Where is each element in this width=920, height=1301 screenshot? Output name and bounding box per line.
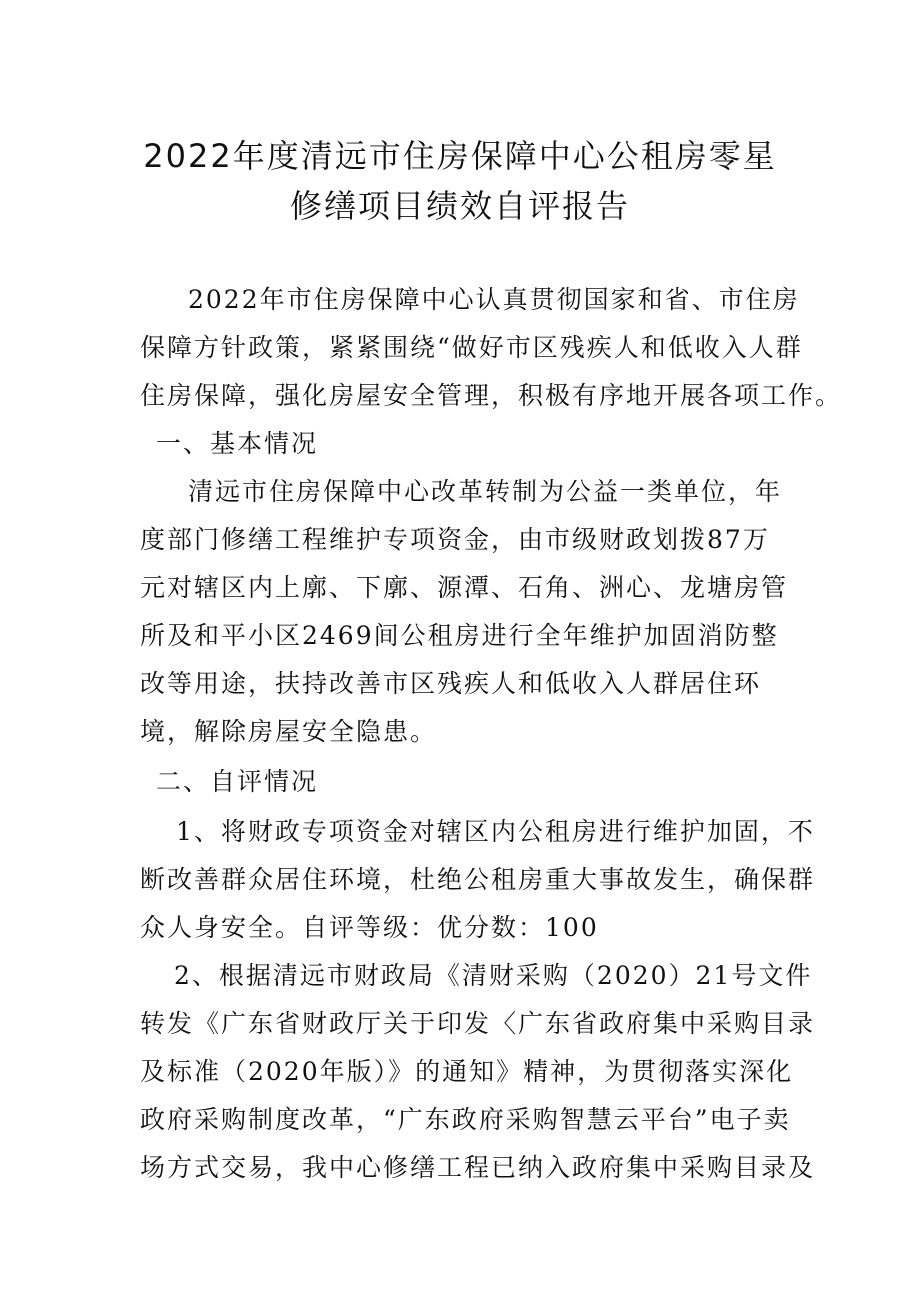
section2-item2-line: 及标准（2020年版）》的通知》精神，为贯彻落实深化 — [140, 1057, 794, 1086]
section1-line: 所及和平小区2469间公租房进行全年维护加固消防整 — [140, 621, 779, 650]
section-heading-self-evaluation: 二、自评情况 — [156, 767, 319, 796]
section2-item2-line: 2、根据清远市财政局《清财采购（2020）21号文件 — [174, 961, 813, 990]
section2-item1-line: 众人身安全。自评等级：优分数：100 — [140, 913, 599, 942]
document-title-line-2: 修缮项目绩效自评报告 — [289, 187, 630, 225]
section2-item2-line: 转发《广东省财政厅关于印发〈广东省政府集中采购目录 — [140, 1009, 816, 1038]
intro-line: 保障方针政策，紧紧围绕“做好市区残疾人和低收入人群 — [140, 333, 803, 362]
section1-line: 度部门修缮工程维护专项资金，由市级财政划拨87万 — [140, 525, 770, 554]
section1-line: 清远市住房保障中心改革转制为公益一类单位，年 — [188, 477, 783, 506]
intro-line: 2022年市住房保障中心认真贯彻国家和省、市住房 — [188, 285, 800, 314]
document-title-line-1: 2022年度清远市住房保障中心公租房零星 — [143, 137, 777, 175]
section2-item2-line: 场方式交易，我中心修缮工程已纳入政府集中采购目录及 — [140, 1153, 816, 1182]
section1-line: 改等用途，扶持改善市区残疾人和低收入人群居住环 — [140, 669, 762, 698]
section2-item1-line: 1、将财政专项资金对辖区内公租房进行维护加固，不 — [176, 817, 815, 846]
section-heading-basic: 一、基本情况 — [156, 429, 319, 458]
section1-line: 元对辖区内上廓、下廓、源潭、石角、洲心、龙塘房管 — [140, 573, 789, 602]
intro-line: 住房保障，强化房屋安全管理，积极有序地开展各项工作。 — [140, 381, 843, 410]
section2-item2-line: 政府采购制度改革，“广东政府采购智慧云平台”电子卖 — [140, 1105, 791, 1134]
section2-item1-line: 断改善群众居住环境，杜绝公租房重大事故发生，确保群 — [140, 865, 816, 894]
section1-line: 境，解除房屋安全隐患。 — [140, 717, 438, 746]
